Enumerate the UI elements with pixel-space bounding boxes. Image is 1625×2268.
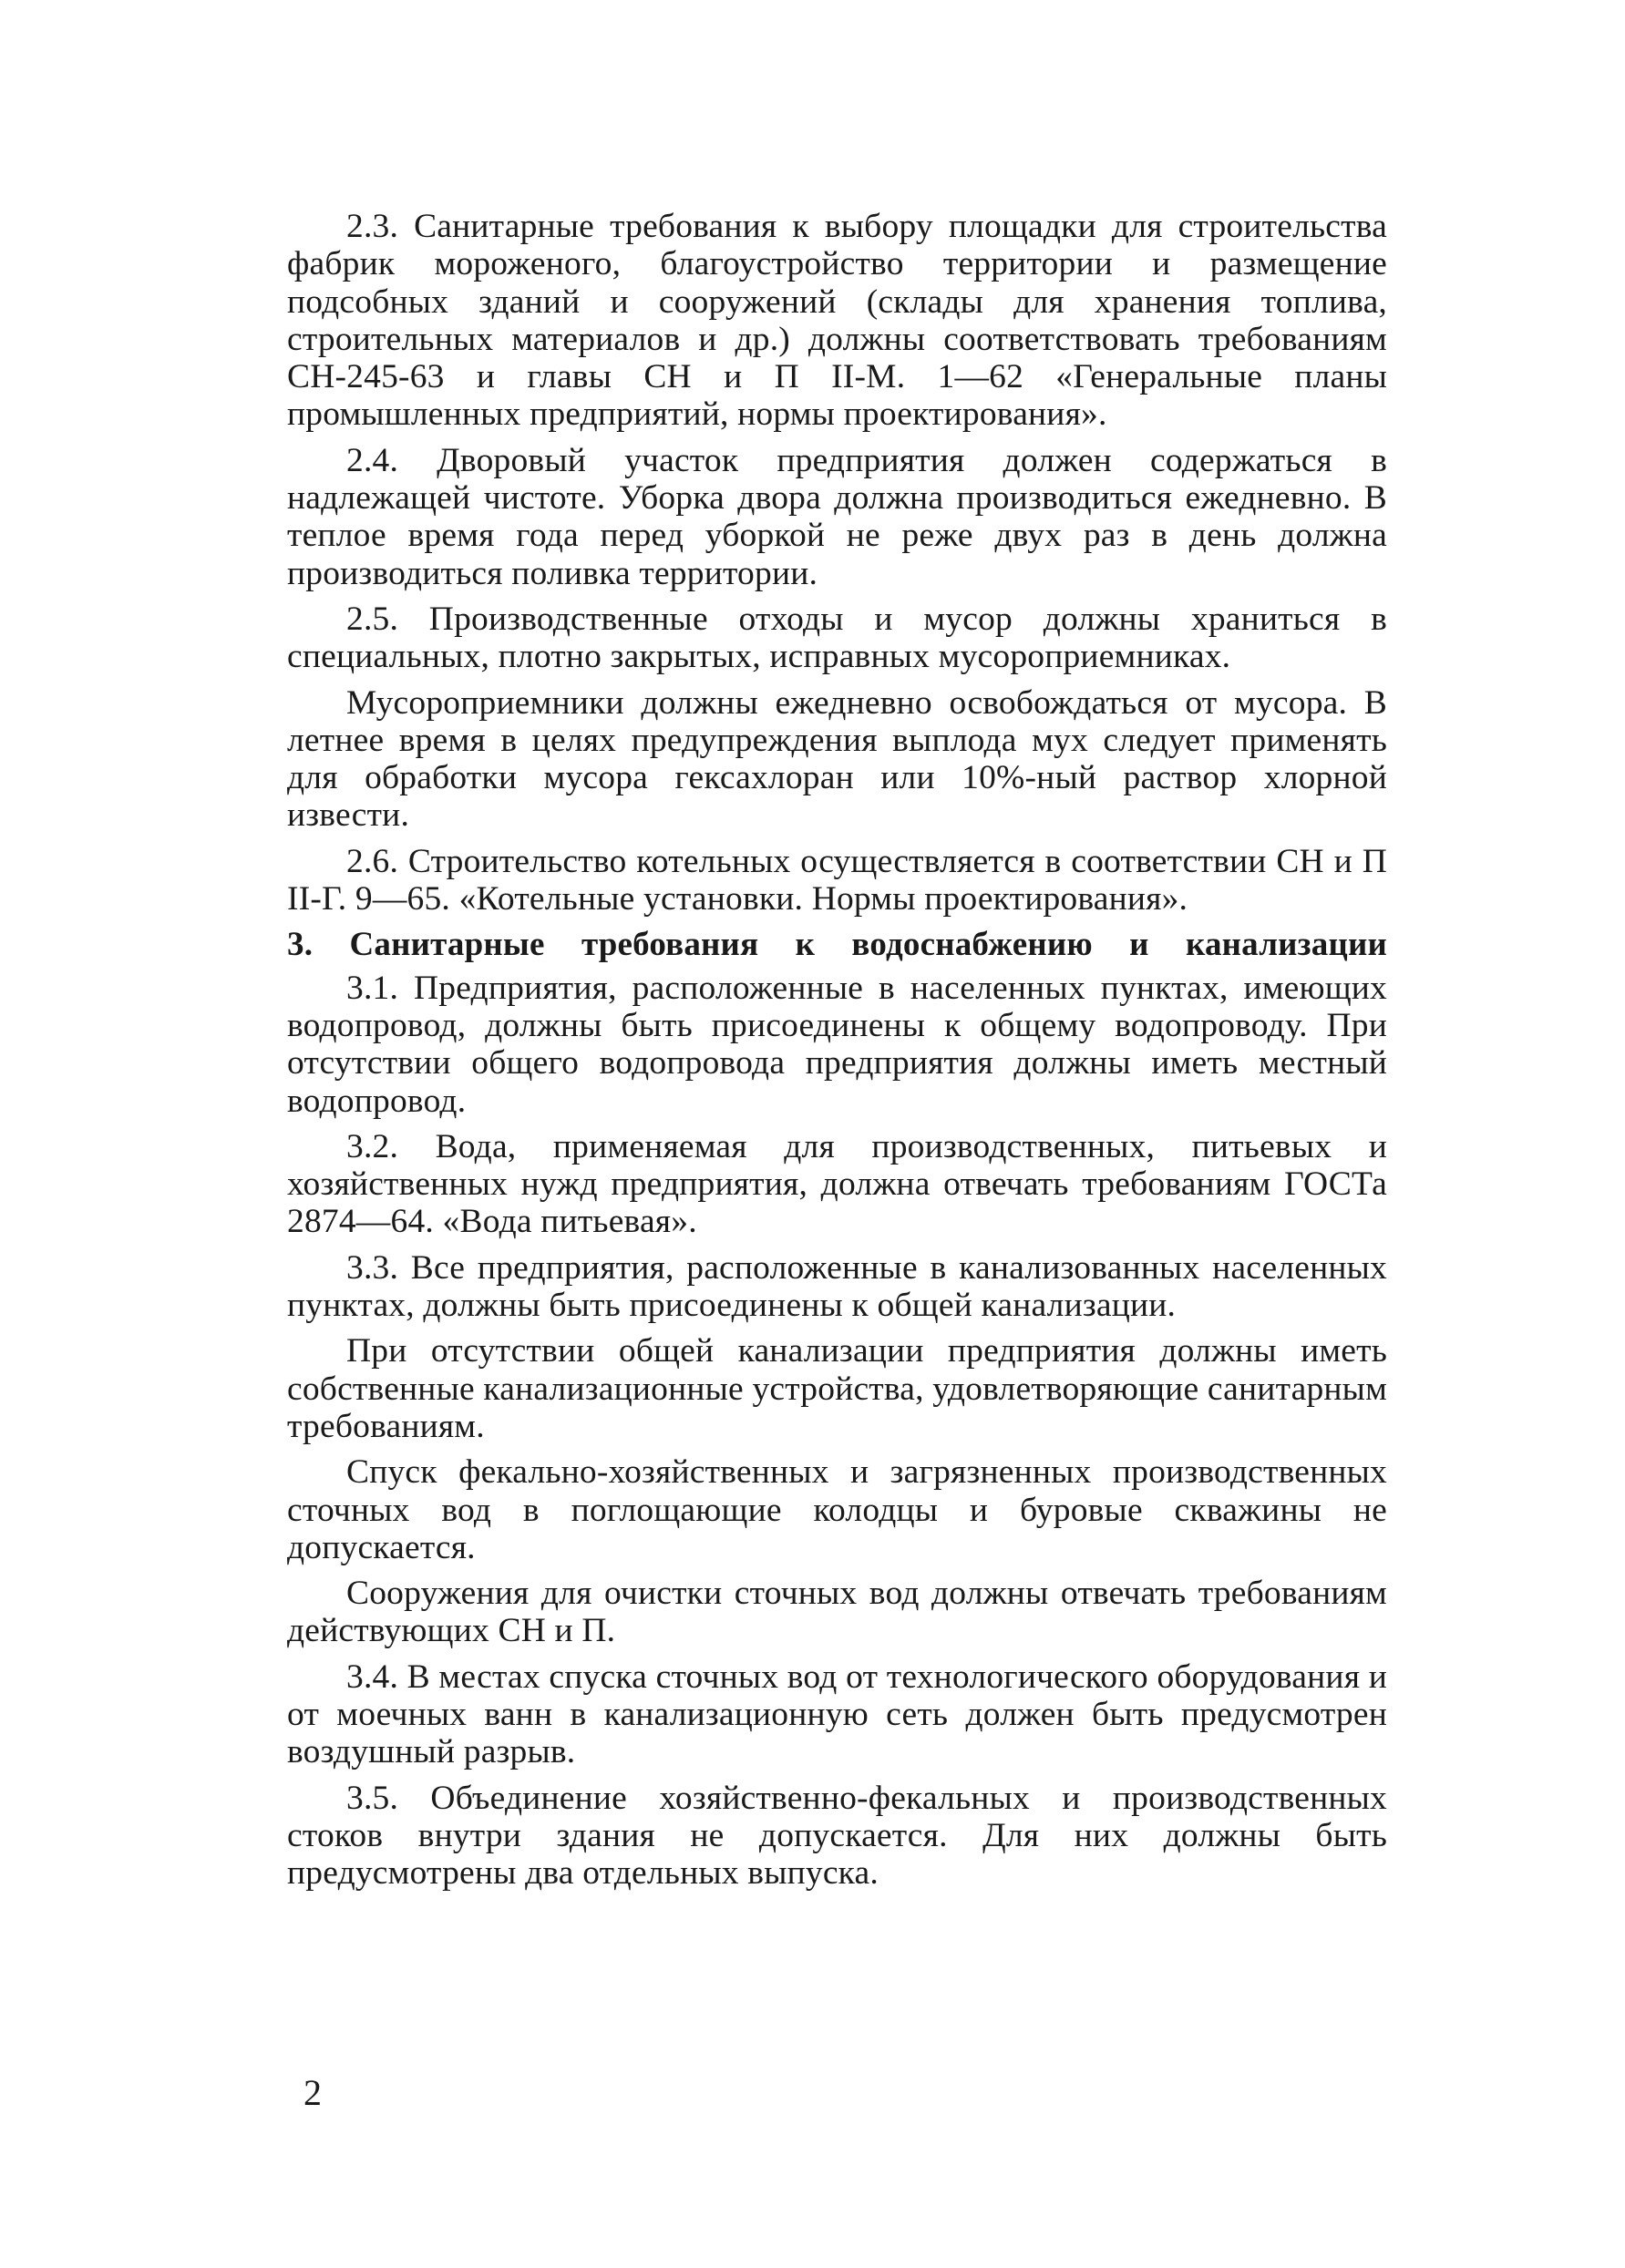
paragraph-2-6: 2.6. Строительство котельных осуществляется в соответствии СН и П II-Г. 9—65. «Котельные установки. Нормы проектирования». [287, 842, 1387, 918]
paragraph-3-3-continued-c: Сооружения для очистки сточных вод должны отвечать требованиям действующих СН и П. [287, 1575, 1387, 1650]
paragraph-3-4: 3.4. В местах спуска сточных вод от технологического оборудования и от моечных ванн в канализационную сеть должен быть предусмотрен воздушный разрыв. [287, 1657, 1387, 1771]
paragraph-2-5-continued: Мусороприемники должны ежедневно освобождаться от мусора. В летнее время в целях предупреждения выплода мух следует применять для обработки мусора гексахлоран или 10%-ный раствор хлорной извести. [287, 683, 1387, 835]
section-3-heading: 3. Санитарные требования к водоснабжению и канализации [287, 926, 1387, 964]
paragraph-3-1: 3.1. Предприятия, расположенные в населенных пунктах, имеющих водопровод, должны быть присоединены к общему водопроводу. При отсутствии общего водопровода предприятия должны иметь местный водопровод. [287, 969, 1387, 1120]
paragraph-3-5: 3.5. Объединение хозяйственно-фекальных и производственных стоков внутри здания не допускается. Для них должны быть предусмотрены два отдельных выпуска. [287, 1779, 1387, 1893]
paragraph-3-3: 3.3. Все предприятия, расположенные в канализованных населенных пунктах, должны быть присоединены к общей канализации. [287, 1248, 1387, 1325]
paragraph-3-3-continued-b: Спуск фекально-хозяйственных и загрязненных производственных сточных вод в поглощающие колодцы и буровые скважины не допускается. [287, 1453, 1387, 1566]
paragraph-2-5: 2.5. Производственные отходы и мусор должны храниться в специальных, плотно закрытых, исправных мусороприемниках. [287, 600, 1387, 676]
paragraph-2-3: 2.3. Санитарные требования к выбору площадки для строительства фабрик мороженого, благоустройство территории и размещение подсобных зданий и сооружений (склады для хранения топлива, строительных материалов и др.) должны соответствовать требованиям СН-245-63 и главы СН и П II-М. 1—62 «Генеральные планы промышленных предприятий, нормы проектирования». [287, 208, 1387, 434]
paragraph-2-4: 2.4. Дворовый участок предприятия должен содержаться в надлежащей чистоте. Уборка двора должна производиться ежедневно. В теплое время года перед уборкой не реже двух раз в день должна производиться поливка территории. [287, 441, 1387, 592]
paragraph-3-3-continued-a: При отсутствии общей канализации предприятия должны иметь собственные канализационные устройства, удовлетворяющие санитарным требованиям. [287, 1332, 1387, 1445]
page-number: 2 [303, 2072, 322, 2113]
document-page [287, 208, 1387, 1900]
paragraph-3-2: 3.2. Вода, применяемая для производственных, питьевых и хозяйственных нужд предприятия, должна отвечать требованиям ГОСТа 2874—64. «Вода питьевая». [287, 1127, 1387, 1241]
